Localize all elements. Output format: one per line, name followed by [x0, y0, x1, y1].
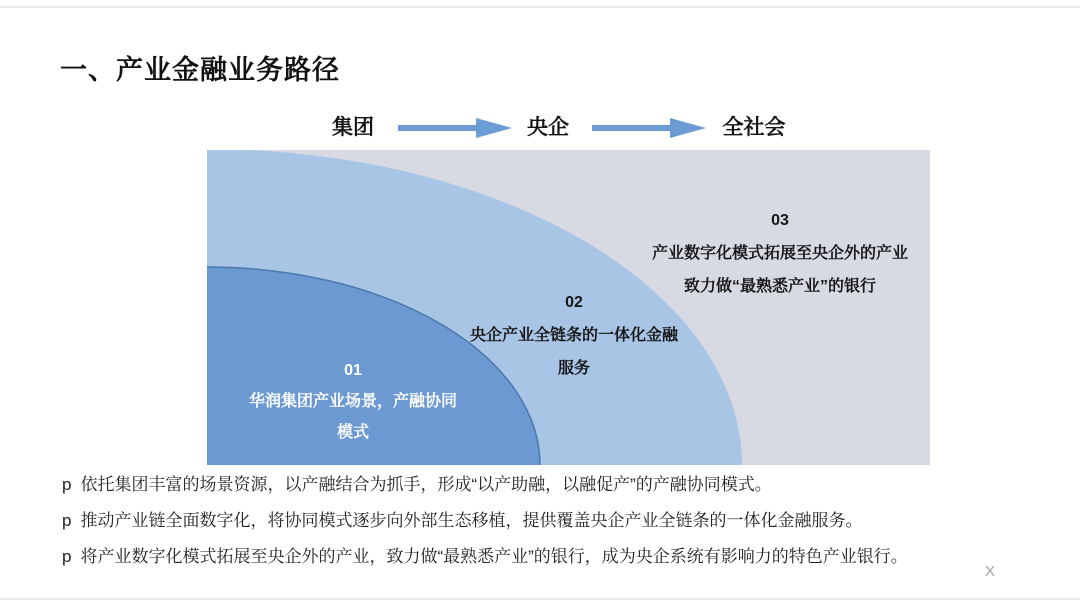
layer-03-line: 产业数字化模式拓展至央企外的产业	[651, 245, 908, 262]
slide-top-edge	[0, 6, 1080, 8]
layer-03-number: 03	[771, 212, 789, 229]
bullet-text: 依托集团丰富的场景资源，以产融结合为抓手，形成“以产助融，以融促产”的产融协同模式。	[80, 475, 772, 494]
layer-01-number: 01	[344, 362, 362, 379]
bullet-marker: p	[62, 475, 72, 494]
bullet-text: 推动产业链全面数字化，将协同模式逐步向外部生态移植，提供覆盖央企产业全链条的一体化金融服务。	[80, 511, 863, 530]
right-arrow-shape	[398, 118, 512, 138]
watermark: X	[985, 563, 996, 580]
right-arrow-shape	[592, 118, 706, 138]
layer-02-line: 央企产业全链条的一体化金融	[469, 327, 678, 344]
layer-01-label-block	[228, 355, 478, 448]
bullet-line	[62, 545, 1032, 569]
bullet-marker: p	[62, 511, 72, 530]
layer-01-line: 模式	[336, 424, 369, 441]
layer-02-line: 服务	[557, 360, 590, 377]
layer-02-number: 02	[565, 294, 583, 311]
stage-label-group: 集团	[332, 116, 374, 139]
layer-01-line: 华润集团产业场景，产融协同	[248, 393, 457, 410]
page-title: 一、产业金融业务路径	[60, 55, 340, 85]
bullet-line	[62, 509, 1032, 533]
right-arrow-icon	[592, 117, 706, 139]
layer-02-label-block	[449, 286, 699, 385]
bullet-marker: p	[62, 547, 72, 566]
stage-label-society: 全社会	[722, 116, 786, 139]
bullet-line	[62, 473, 1032, 497]
layer-03-line: 致力做“最熟悉产业”的银行	[683, 278, 876, 295]
right-arrow-icon	[398, 117, 512, 139]
stage-label-central-enterprise: 央企	[527, 116, 569, 139]
bullet-text: 将产业数字化模式拓展至央企外的产业，致力做“最熟悉产业”的银行，成为央企系统有影响力的特色产业银行。	[80, 547, 908, 566]
slide-bottom-edge	[0, 598, 1080, 600]
